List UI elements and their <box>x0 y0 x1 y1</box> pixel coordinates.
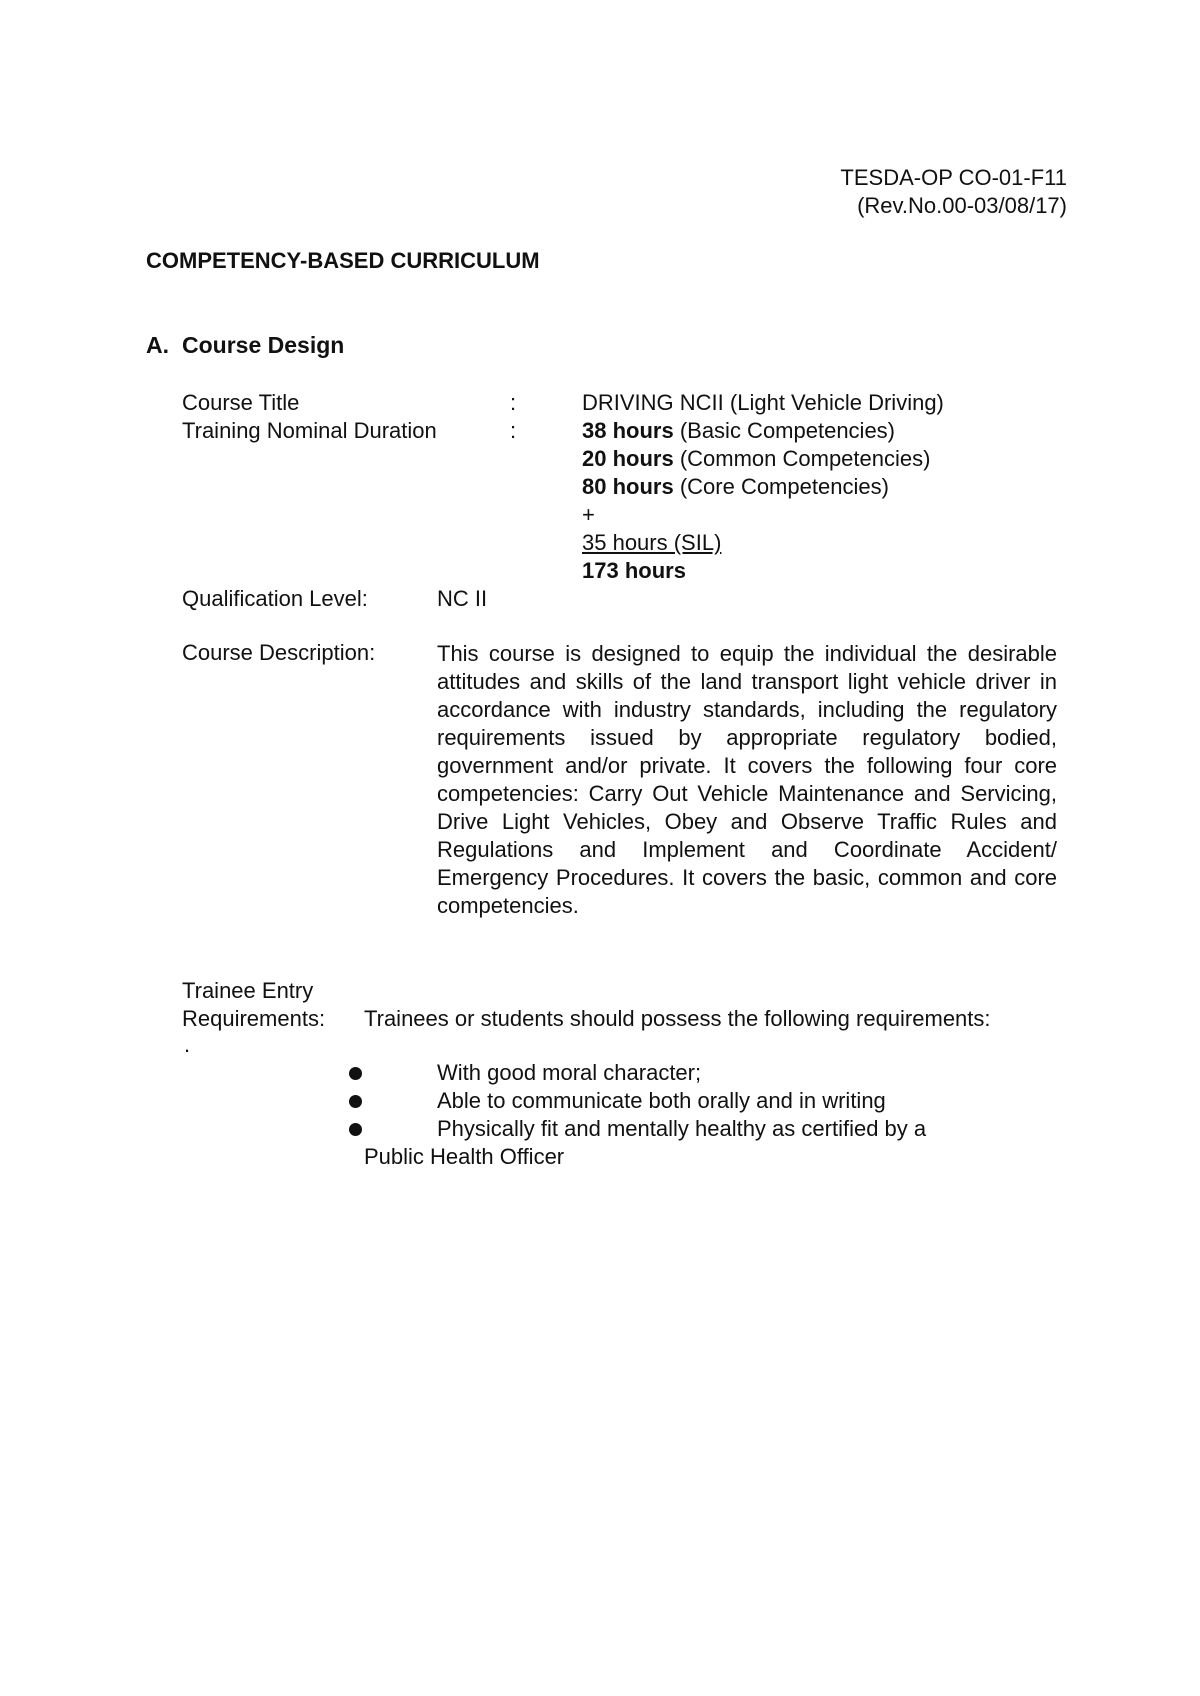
entry-label-line1: Trainee Entry <box>182 978 314 1003</box>
duration-total: 173 hours <box>582 558 686 583</box>
duration-basic-hours: 38 hours <box>582 418 674 443</box>
duration-plus: + <box>582 502 595 527</box>
section-letter: A. <box>146 332 169 358</box>
requirement-continuation: Public Health Officer <box>364 1144 565 1169</box>
course-title-label: Course Title <box>182 390 300 415</box>
requirement-text: Able to communicate both orally and in writing <box>437 1088 886 1113</box>
stray-mark: . <box>184 1032 191 1057</box>
duration-label: Training Nominal Duration <box>182 418 437 443</box>
entry-label-line2: Requirements: <box>182 1006 326 1031</box>
qualification-label: Qualification Level: <box>182 586 368 611</box>
form-code-block <box>840 164 1067 220</box>
section-heading <box>146 332 344 359</box>
duration-core-hours: 80 hours <box>582 474 674 499</box>
qualification-value: NC II <box>437 586 488 611</box>
requirement-text: With good moral character; <box>437 1060 702 1085</box>
bullet-icon <box>349 1123 362 1136</box>
duration-basic-desc: (Basic Competencies) <box>673 418 896 443</box>
section-title: Course Design <box>182 332 345 358</box>
duration-common <box>582 446 930 472</box>
document-title: COMPETENCY-BASED CURRICULUM <box>146 248 540 273</box>
duration-core-desc: (Core Competencies) <box>673 474 889 499</box>
duration-basic <box>582 418 895 444</box>
duration-core <box>582 474 889 500</box>
duration-sil: 35 hours (SIL) <box>582 530 722 555</box>
description-label: Course Description: <box>182 640 376 665</box>
duration-colon: : <box>510 418 517 443</box>
revision-number: (Rev.No.00-03/08/17) <box>857 193 1067 218</box>
course-title-value: DRIVING NCII (Light Vehicle Driving) <box>582 390 944 415</box>
bullet-icon <box>349 1095 362 1108</box>
course-description: This course is designed to equip the individual the desirable attitudes and skills of the land transport light vehicle driver in accordance with industry standards, including the regulatory requirements issued by appropriate regulatory bodied, government and/or private. It covers the following four core competencies: Carry Out Vehicle Maintenance and Servicing, Drive Light Vehicles, Obey and Observe Traffic Rules and Regulations and Implement and Coordinate Accident/ Emergency Procedures. It covers the basic, common and core competencies. <box>437 641 1057 918</box>
entry-intro: Trainees or students should possess the following requirements: <box>364 1006 991 1031</box>
course-title-colon: : <box>510 390 517 415</box>
bullet-icon <box>349 1067 362 1080</box>
duration-common-hours: 20 hours <box>582 446 674 471</box>
duration-common-desc: (Common Competencies) <box>673 446 931 471</box>
form-code: TESDA-OP CO-01-F11 <box>840 165 1067 190</box>
requirement-text: Physically fit and mentally healthy as certified by a <box>437 1116 927 1141</box>
